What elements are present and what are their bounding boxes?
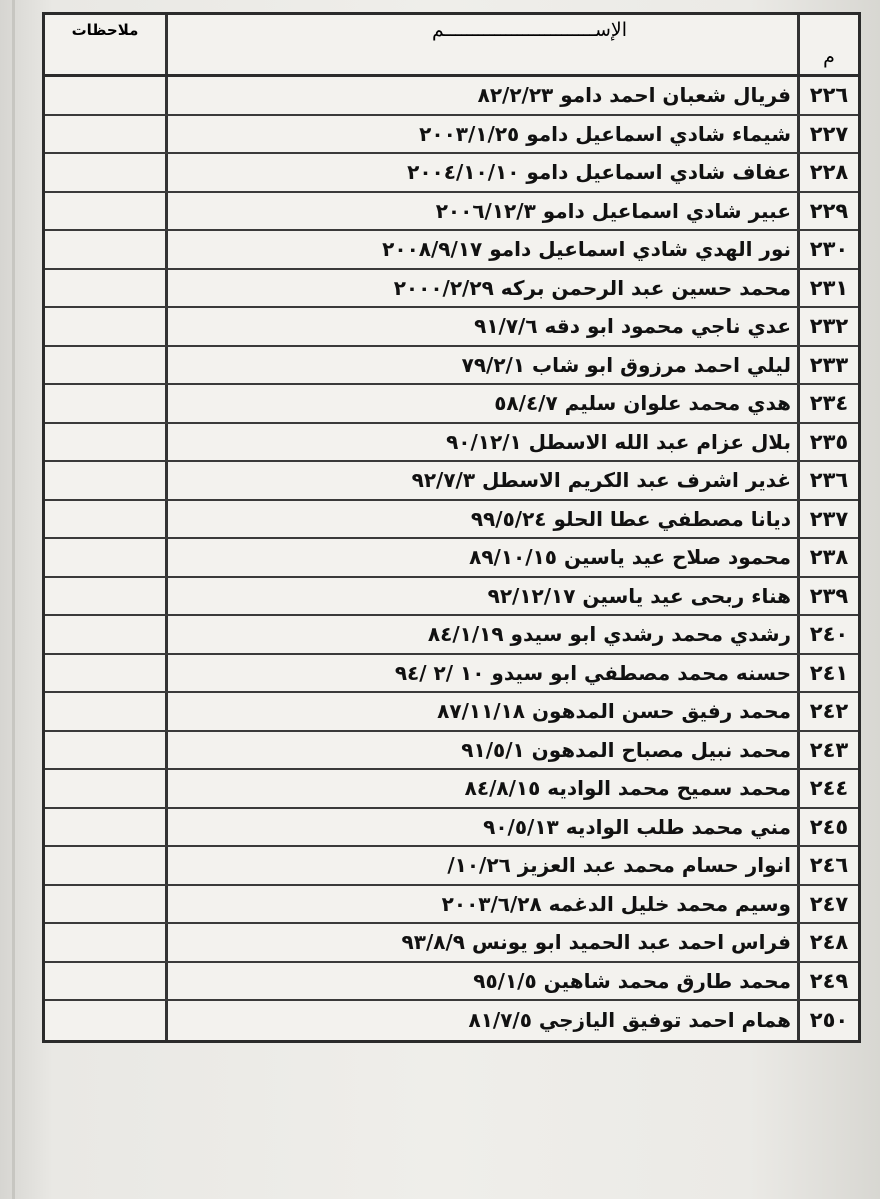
table-row — [45, 193, 858, 232]
row-notes — [45, 770, 165, 807]
row-number: ٢٤٤ — [797, 770, 858, 807]
row-name: ديانا مصطفي عطا الحلو ٩٩/٥/٢٤ — [165, 501, 797, 538]
table-row — [45, 963, 858, 1002]
table-row — [45, 655, 858, 694]
row-notes — [45, 616, 165, 653]
row-number: ٢٣٤ — [797, 385, 858, 422]
table-row — [45, 154, 858, 193]
row-notes — [45, 1001, 165, 1040]
row-number: ٢٤٨ — [797, 924, 858, 961]
header-name: الإســـــــــــــــــــــــــــم — [165, 15, 797, 74]
row-name: مني محمد طلب الواديه ٩٠/٥/١٣ — [165, 809, 797, 846]
row-notes — [45, 424, 165, 461]
row-name: عبير شادي اسماعيل دامو ٢٠٠٦/١٢/٣ — [165, 193, 797, 230]
table-header-row — [45, 15, 858, 77]
page-edge — [12, 0, 15, 1199]
row-name: محمد حسين عبد الرحمن بركه ٢٠٠٠/٢/٢٩ — [165, 270, 797, 307]
row-number: ٢٣٧ — [797, 501, 858, 538]
table-row — [45, 847, 858, 886]
row-notes — [45, 655, 165, 692]
row-notes — [45, 809, 165, 846]
table-row — [45, 116, 858, 155]
row-number: ٢٣٩ — [797, 578, 858, 615]
row-name: همام احمد توفيق اليازجي ٨١/٧/٥ — [165, 1001, 797, 1040]
row-name: محمد طارق محمد شاهين ٩٥/١/٥ — [165, 963, 797, 1000]
row-number: ٢٤٣ — [797, 732, 858, 769]
row-notes — [45, 693, 165, 730]
row-notes — [45, 347, 165, 384]
row-notes — [45, 462, 165, 499]
row-number: ٢٣٠ — [797, 231, 858, 268]
row-number: ٢٤٧ — [797, 886, 858, 923]
row-notes — [45, 154, 165, 191]
row-name: رشدي محمد رشدي ابو سيدو ٨٤/١/١٩ — [165, 616, 797, 653]
row-number: ٢٣١ — [797, 270, 858, 307]
table-row — [45, 501, 858, 540]
table-row — [45, 462, 858, 501]
row-number: ٢٥٠ — [797, 1001, 858, 1040]
row-notes — [45, 385, 165, 422]
table-row — [45, 732, 858, 771]
row-number: ٢٤٦ — [797, 847, 858, 884]
row-name: محمد رفيق حسن المدهون ٨٧/١١/١٨ — [165, 693, 797, 730]
table-row — [45, 231, 858, 270]
row-notes — [45, 501, 165, 538]
row-number: ٢٣٣ — [797, 347, 858, 384]
row-number: ٢٤٢ — [797, 693, 858, 730]
row-notes — [45, 847, 165, 884]
row-number: ٢٣٥ — [797, 424, 858, 461]
row-name: شيماء شادي اسماعيل دامو ٢٠٠٣/١/٢٥ — [165, 116, 797, 153]
row-notes — [45, 270, 165, 307]
row-name: فريال شعبان احمد دامو ٨٢/٢/٢٣ — [165, 77, 797, 114]
row-number: ٢٣٨ — [797, 539, 858, 576]
row-notes — [45, 924, 165, 961]
table-row — [45, 347, 858, 386]
table-row — [45, 539, 858, 578]
row-number: ٢٢٨ — [797, 154, 858, 191]
table-row — [45, 77, 858, 116]
row-number: ٢٤٥ — [797, 809, 858, 846]
row-name: فراس احمد عبد الحميد ابو يونس ٩٣/٨/٩ — [165, 924, 797, 961]
row-number: ٢٤٠ — [797, 616, 858, 653]
table-row — [45, 385, 858, 424]
header-notes: ملاحظات — [71, 21, 139, 39]
names-table — [42, 12, 861, 1043]
row-notes — [45, 539, 165, 576]
table-row — [45, 770, 858, 809]
row-notes — [45, 308, 165, 345]
row-name: محمد نبيل مصباح المدهون ٩١/٥/١ — [165, 732, 797, 769]
row-name: وسيم محمد خليل الدغمه ٢٠٠٣/٦/٢٨ — [165, 886, 797, 923]
row-notes — [45, 963, 165, 1000]
row-number: ٢٢٦ — [797, 77, 858, 114]
row-number: ٢٣٢ — [797, 308, 858, 345]
row-name: محمد سميح محمد الواديه ٨٤/٨/١٥ — [165, 770, 797, 807]
row-name: انوار حسام محمد عبد العزيز ١٠/٢٦/ — [165, 847, 797, 884]
row-number: ٢٢٧ — [797, 116, 858, 153]
table-row — [45, 424, 858, 463]
row-notes — [45, 193, 165, 230]
table-row — [45, 809, 858, 848]
row-number: ٢٣٦ — [797, 462, 858, 499]
row-notes — [45, 732, 165, 769]
header-number: م — [797, 15, 858, 74]
table-row — [45, 578, 858, 617]
table-row — [45, 270, 858, 309]
table-row — [45, 308, 858, 347]
row-number: ٢٤١ — [797, 655, 858, 692]
row-name: غدير اشرف عبد الكريم الاسطل ٩٢/٧/٣ — [165, 462, 797, 499]
row-notes — [45, 578, 165, 615]
row-notes — [45, 231, 165, 268]
table-row — [45, 693, 858, 732]
row-name: بلال عزام عبد الله الاسطل ٩٠/١٢/١ — [165, 424, 797, 461]
row-notes — [45, 886, 165, 923]
row-name: عدي ناجي محمود ابو دقه ٩١/٧/٦ — [165, 308, 797, 345]
row-name: حسنه محمد مصطفي ابو سيدو ١٠ /٢ /٩٤ — [165, 655, 797, 692]
row-name: هدي محمد علوان سليم ٥٨/٤/٧ — [165, 385, 797, 422]
table-row — [45, 886, 858, 925]
table-row — [45, 924, 858, 963]
row-name: ليلي احمد مرزوق ابو شاب ٧٩/٢/١ — [165, 347, 797, 384]
row-notes — [45, 116, 165, 153]
row-name: هناء ربحى عيد ياسين ٩٢/١٢/١٧ — [165, 578, 797, 615]
row-number: ٢٢٩ — [797, 193, 858, 230]
row-name: عفاف شادي اسماعيل دامو ٢٠٠٤/١٠/١٠ — [165, 154, 797, 191]
table-row — [45, 1001, 858, 1040]
row-notes — [45, 77, 165, 114]
row-name: نور الهدي شادي اسماعيل دامو ٢٠٠٨/٩/١٧ — [165, 231, 797, 268]
row-number: ٢٤٩ — [797, 963, 858, 1000]
row-name: محمود صلاح عيد ياسين ٨٩/١٠/١٥ — [165, 539, 797, 576]
table-row — [45, 616, 858, 655]
table-body — [45, 77, 858, 1040]
